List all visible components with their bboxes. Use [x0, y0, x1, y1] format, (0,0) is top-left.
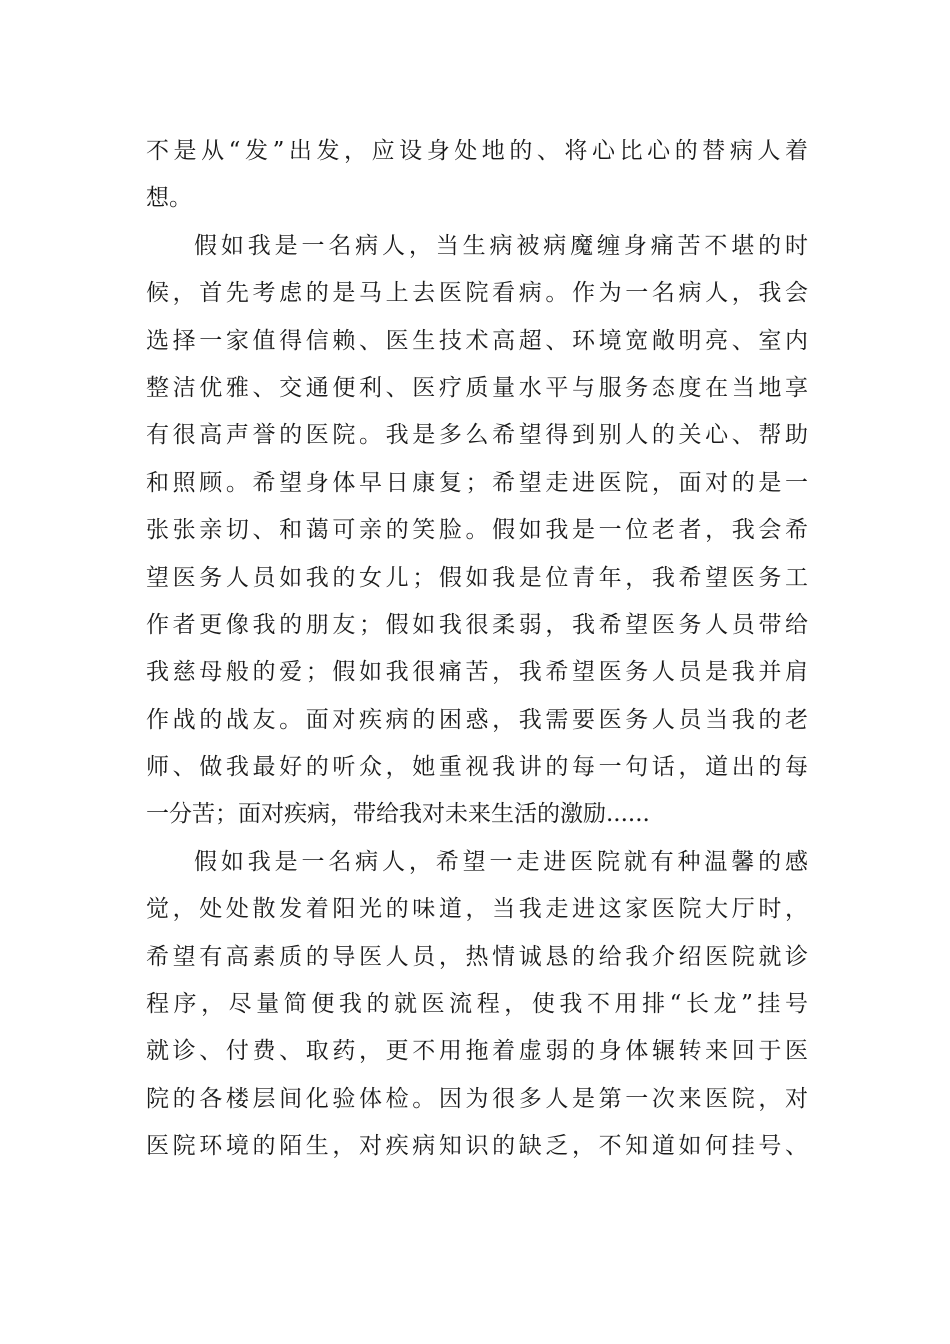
text-line: 张张亲切、和蔼可亲的笑脸。假如我是一位老者，我会希 — [146, 517, 808, 544]
body-text — [146, 128, 808, 1171]
text-line: 师、做我最好的听众，她重视我讲的每一句话，道出的每 — [146, 754, 808, 781]
paragraph-first-line: 假如我是一名病人，当生病被病魔缠身痛苦不堪的时 — [194, 232, 808, 259]
text-line: 不是从“发”出发，应设身处地的、将心比心的替病人着 — [146, 138, 808, 164]
text-line: 希望有高素质的导医人员，热情诚恳的给我介绍医院就诊 — [146, 943, 808, 970]
text-line: 医院环境的陌生，对疾病知识的缺乏，不知道如何挂号、 — [146, 1133, 808, 1160]
text-line: 选择一家值得信赖、医生技术高超、环境宽敞明亮、室内 — [146, 327, 808, 354]
text-line: 作者更像我的朋友；假如我很柔弱，我希望医务人员带给 — [146, 611, 808, 638]
text-line: 我慈母般的爱；假如我很痛苦，我希望医务人员是我并肩 — [146, 659, 808, 686]
text-line: 觉，处处散发着阳光的味道，当我走进这家医院大厅时， — [146, 896, 808, 923]
text-line: 整洁优雅、交通便利、医疗质量水平与服务态度在当地享 — [146, 374, 808, 401]
text-line: 有很高声誉的医院。我是多么希望得到别人的关心、帮助 — [146, 422, 808, 449]
text-line: 想。 — [146, 185, 192, 212]
text-line: 一分苦；面对疾病，带给我对未来生活的激励...... — [146, 801, 650, 828]
text-line: 程序，尽量简便我的就医流程，使我不用排“长龙”挂号 — [146, 991, 808, 1018]
text-line: 望医务人员如我的女儿；假如我是位青年，我希望医务工 — [146, 564, 808, 591]
text-line: 院的各楼层间化验体检。因为很多人是第一次来医院，对 — [146, 1085, 808, 1112]
text-line: 和照顾。希望身体早日康复；希望走进医院，面对的是一 — [146, 469, 808, 496]
text-line: 就诊、付费、取药，更不用拖着虚弱的身体辗转来回于医 — [146, 1038, 808, 1065]
text-line: 作战的战友。面对疾病的困惑，我需要医务人员当我的老 — [146, 706, 808, 733]
text-line: 候，首先考虑的是马上去医院看病。作为一名病人，我会 — [146, 280, 808, 307]
paragraph-first-line: 假如我是一名病人，希望一走进医院就有种温馨的感 — [194, 848, 808, 875]
